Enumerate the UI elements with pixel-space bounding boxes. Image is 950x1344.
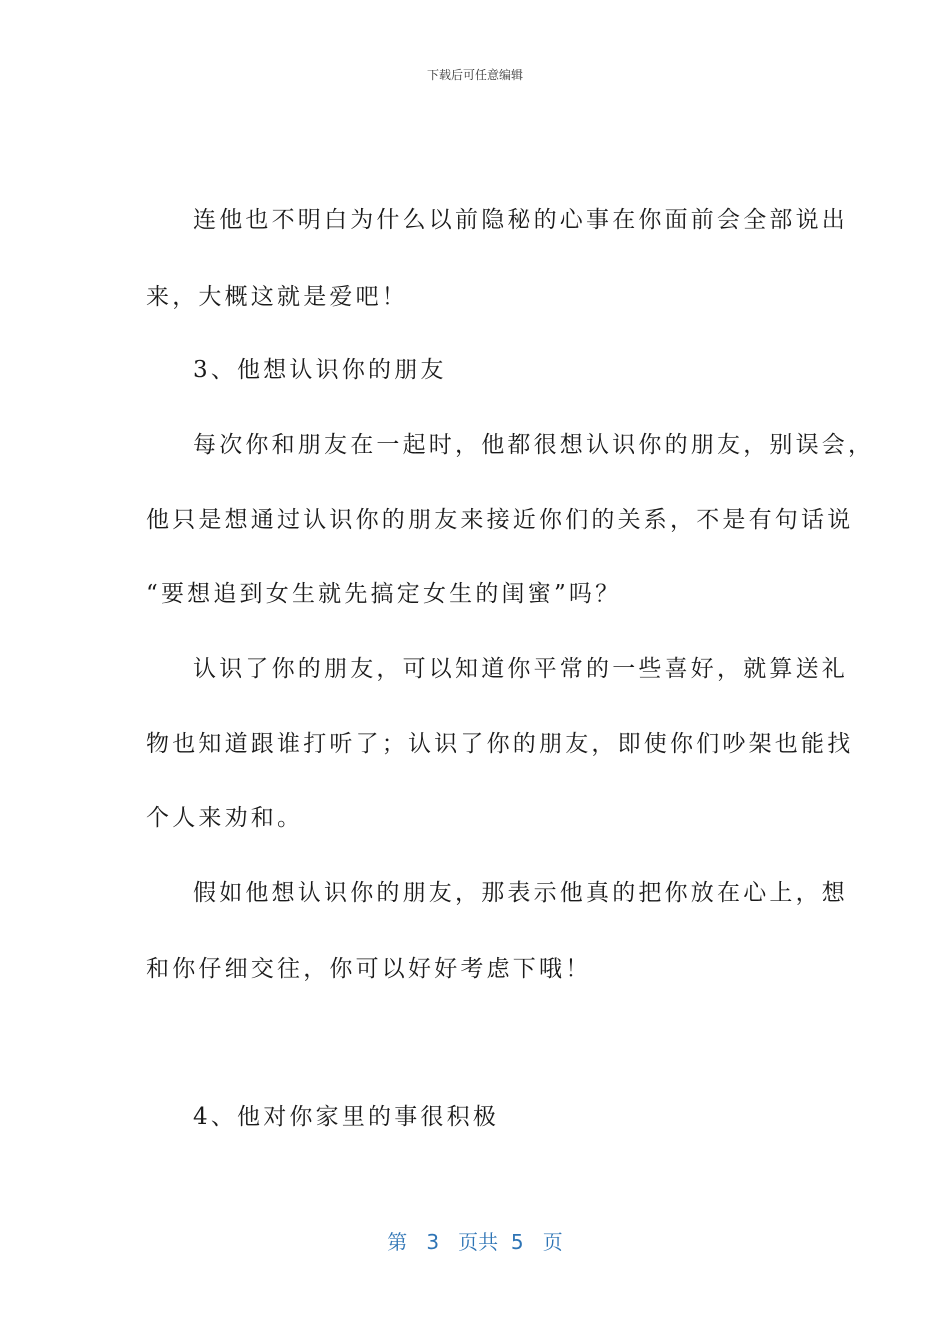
paragraph-line: 物也知道跟谁打听了；认识了你的朋友，即使你们吵架也能找 [146, 731, 854, 757]
current-page-number: 3 [426, 1230, 440, 1254]
footer-middle: 页共 [458, 1230, 499, 1254]
paragraph-line: 他只是想通过认识你的朋友来接近你们的关系，不是有句话说 [146, 507, 854, 533]
footer-suffix: 页 [542, 1230, 563, 1254]
section-heading: 4、他对你家里的事很积极 [193, 1104, 500, 1130]
paragraph-line: 认识了你的朋友，可以知道你平常的一些喜好，就算送礼 [193, 656, 848, 682]
paragraph-line: 每次你和朋友在一起时，他都很想认识你的朋友，别误会， [193, 432, 875, 458]
page-footer [0, 1226, 950, 1255]
footer-prefix: 第 [387, 1230, 408, 1254]
paragraph-line: 来，大概这就是爱吧！ [146, 284, 408, 310]
paragraph-line: 连他也不明白为什么以前隐秘的心事在你面前会全部说出 [193, 207, 848, 233]
total-pages-number: 5 [510, 1230, 524, 1254]
section-heading: 3、他想认识你的朋友 [193, 357, 447, 383]
paragraph-line: “要想追到女生就先搞定女生的闺蜜”吗？ [146, 581, 622, 607]
paragraph-line: 假如他想认识你的朋友，那表示他真的把你放在心上，想 [193, 880, 848, 906]
paragraph-line: 和你仔细交往，你可以好好考虑下哦！ [146, 956, 592, 982]
page-header: 下载后可任意编辑 [426, 68, 523, 82]
paragraph-line: 个人来劝和。 [146, 805, 304, 831]
